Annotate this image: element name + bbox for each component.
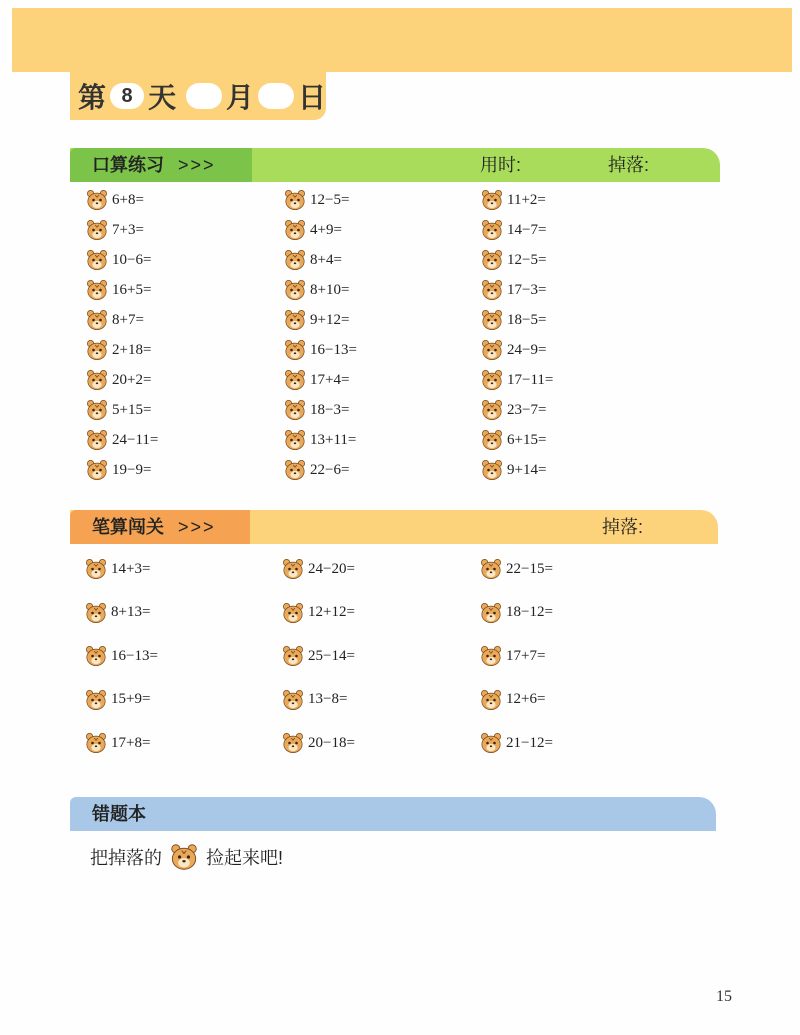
tiger-face-icon [481, 219, 503, 241]
tiger-face-icon [480, 602, 502, 624]
problem-item [86, 249, 151, 271]
tiger-face-icon [481, 399, 503, 421]
tiger-face-icon [282, 732, 304, 754]
mistakes-note [90, 843, 283, 871]
problem-item [86, 459, 151, 481]
tiger-face-icon [85, 645, 107, 667]
problem-item [481, 279, 546, 301]
tiger-face-icon [481, 309, 503, 331]
problem-item [481, 459, 546, 481]
problem-text: 8+10= [310, 281, 350, 298]
tiger-face-icon [282, 558, 304, 580]
tiger-face-icon [284, 249, 306, 271]
problem-item [481, 369, 553, 391]
problem-text: 20+2= [112, 371, 152, 388]
problem-text: 12−5= [310, 191, 350, 208]
problem-item [85, 732, 150, 754]
problem-item [86, 429, 158, 451]
problem-item [282, 558, 355, 580]
problem-text: 9+14= [507, 461, 547, 478]
tiger-face-icon [284, 339, 306, 361]
problem-item [284, 459, 349, 481]
tiger-face-icon [86, 219, 108, 241]
tiger-face-icon [86, 189, 108, 211]
problem-item [480, 732, 553, 754]
problem-text: 6+15= [507, 431, 547, 448]
top-header-band [12, 8, 792, 72]
problem-text: 18−12= [506, 604, 553, 620]
problem-text: 8+4= [310, 251, 342, 268]
date-label: 日 [297, 82, 326, 113]
problem-item [284, 339, 357, 361]
tiger-face-icon [480, 558, 502, 580]
problem-item [481, 429, 546, 451]
problem-item [85, 558, 150, 580]
problem-item [481, 339, 546, 361]
problem-text: 2+18= [112, 341, 152, 358]
tiger-face-icon [481, 429, 503, 451]
problem-item [284, 429, 356, 451]
problem-text: 17+4= [310, 371, 350, 388]
tiger-face-icon [284, 189, 306, 211]
written-section-title: 笔算闯关 [92, 517, 164, 537]
problem-item [86, 339, 151, 361]
problem-item [481, 219, 546, 241]
problem-text: 17−11= [507, 371, 554, 388]
problem-item [481, 309, 546, 331]
tiger-face-icon [170, 843, 198, 871]
problem-text: 22−6= [310, 461, 350, 478]
problem-item [481, 189, 546, 211]
problem-item [282, 732, 355, 754]
tiger-face-icon [284, 429, 306, 451]
problem-item [282, 602, 355, 624]
problem-text: 16+5= [112, 281, 152, 298]
date-blank[interactable] [258, 83, 294, 109]
tiger-face-icon [481, 249, 503, 271]
month-label: 月 [226, 82, 255, 113]
day-date-tab [70, 72, 326, 120]
oral-section-title: 口算练习 [92, 155, 164, 175]
tiger-face-icon [481, 279, 503, 301]
tiger-face-icon [284, 399, 306, 421]
tiger-face-icon [284, 369, 306, 391]
written-arrows: >>> [178, 517, 216, 537]
mistakes-section-title: 错题本 [92, 804, 146, 824]
tiger-face-icon [480, 689, 502, 711]
day-number-badge: 8 [110, 83, 144, 109]
oral-arrows: >>> [178, 155, 216, 175]
tiger-face-icon [284, 309, 306, 331]
problem-item [284, 399, 349, 421]
tiger-face-icon [86, 279, 108, 301]
problem-text: 20−18= [308, 734, 355, 751]
mistakes-note-before: 把掉落的 [90, 848, 162, 868]
problem-text: 21−12= [506, 734, 553, 751]
tiger-face-icon [86, 309, 108, 331]
problem-item [284, 219, 342, 241]
problem-item [481, 249, 546, 271]
oral-section-label [70, 148, 252, 182]
mistakes-note-after: 捡起来吧! [206, 848, 284, 868]
problem-text: 17+8= [111, 734, 151, 751]
tiger-face-icon [481, 459, 503, 481]
problem-item [284, 279, 349, 301]
problem-text: 5+15= [112, 401, 152, 418]
problem-text: 14+3= [111, 560, 151, 577]
problem-text: 16−13= [111, 647, 158, 664]
problem-item [481, 399, 546, 421]
day-prefix: 第 [78, 82, 107, 113]
problem-item [284, 249, 342, 271]
problem-text: 16−13= [310, 341, 357, 358]
problem-text: 11+2= [507, 191, 546, 208]
tiger-face-icon [86, 399, 108, 421]
problem-text: 7+3= [112, 221, 144, 238]
problem-text: 10−6= [112, 251, 152, 268]
problem-text: 12+6= [506, 691, 546, 707]
tiger-face-icon [86, 249, 108, 271]
problem-item [284, 369, 349, 391]
problem-item [86, 189, 144, 211]
tiger-face-icon [284, 459, 306, 481]
day-suffix: 天 [148, 82, 177, 113]
problem-text: 13+11= [310, 431, 357, 448]
tiger-face-icon [284, 279, 306, 301]
problem-text: 24−20= [308, 560, 355, 577]
tiger-face-icon [282, 645, 304, 667]
written-section-bar [70, 510, 718, 544]
problem-text: 24−9= [507, 341, 547, 358]
tiger-face-icon [85, 732, 107, 754]
problem-text: 19−9= [112, 461, 152, 478]
oral-section-bar [70, 148, 720, 182]
oral-time-label: 用时: [480, 155, 522, 175]
oral-drop-label: 掉落: [608, 155, 650, 175]
problem-text: 24−11= [112, 431, 159, 448]
written-section-label [70, 510, 250, 544]
problem-text: 8+13= [111, 604, 151, 620]
tiger-face-icon [480, 732, 502, 754]
problem-item [85, 645, 158, 667]
tiger-face-icon [284, 219, 306, 241]
problem-text: 18−5= [507, 311, 547, 328]
tiger-face-icon [86, 459, 108, 481]
problem-item [480, 558, 553, 580]
tiger-face-icon [480, 645, 502, 667]
problem-item [282, 689, 347, 711]
tiger-face-icon [86, 339, 108, 361]
tiger-face-icon [85, 689, 107, 711]
problem-text: 6+8= [112, 191, 144, 208]
problem-text: 4+9= [310, 221, 342, 238]
tiger-face-icon [481, 189, 503, 211]
problem-item [85, 602, 150, 624]
problem-item [480, 689, 545, 711]
problem-item [282, 645, 355, 667]
mistakes-section-bar [70, 797, 716, 831]
problem-text: 17−3= [507, 281, 547, 298]
tiger-face-icon [85, 602, 107, 624]
problem-item [86, 309, 144, 331]
tiger-face-icon [282, 689, 304, 711]
problem-text: 15+9= [111, 691, 151, 707]
problem-text: 18−3= [310, 401, 350, 418]
problem-text: 12+12= [308, 604, 355, 620]
problem-text: 23−7= [507, 401, 547, 418]
problem-text: 13−8= [308, 691, 348, 707]
mistakes-section-label [70, 797, 230, 831]
tiger-face-icon [282, 602, 304, 624]
problem-text: 17+7= [506, 647, 546, 664]
tiger-face-icon [86, 429, 108, 451]
problem-item [86, 399, 151, 421]
problem-item [86, 219, 144, 241]
problem-text: 8+7= [112, 311, 144, 328]
problem-text: 9+12= [310, 311, 350, 328]
problem-item [284, 309, 349, 331]
tiger-face-icon [481, 369, 503, 391]
tiger-face-icon [85, 558, 107, 580]
problem-text: 25−14= [308, 647, 355, 664]
problem-item [480, 645, 545, 667]
page-number: 15 [716, 988, 732, 1005]
month-blank[interactable] [186, 83, 222, 109]
problem-text: 12−5= [507, 251, 547, 268]
problem-text: 14−7= [507, 221, 547, 238]
tiger-face-icon [86, 369, 108, 391]
problem-item [284, 189, 349, 211]
problem-item [86, 279, 151, 301]
tiger-face-icon [481, 339, 503, 361]
problem-item [86, 369, 151, 391]
written-drop-label: 掉落: [602, 517, 644, 537]
problem-text: 22−15= [506, 560, 553, 577]
problem-item [480, 602, 553, 624]
problem-item [85, 689, 150, 711]
